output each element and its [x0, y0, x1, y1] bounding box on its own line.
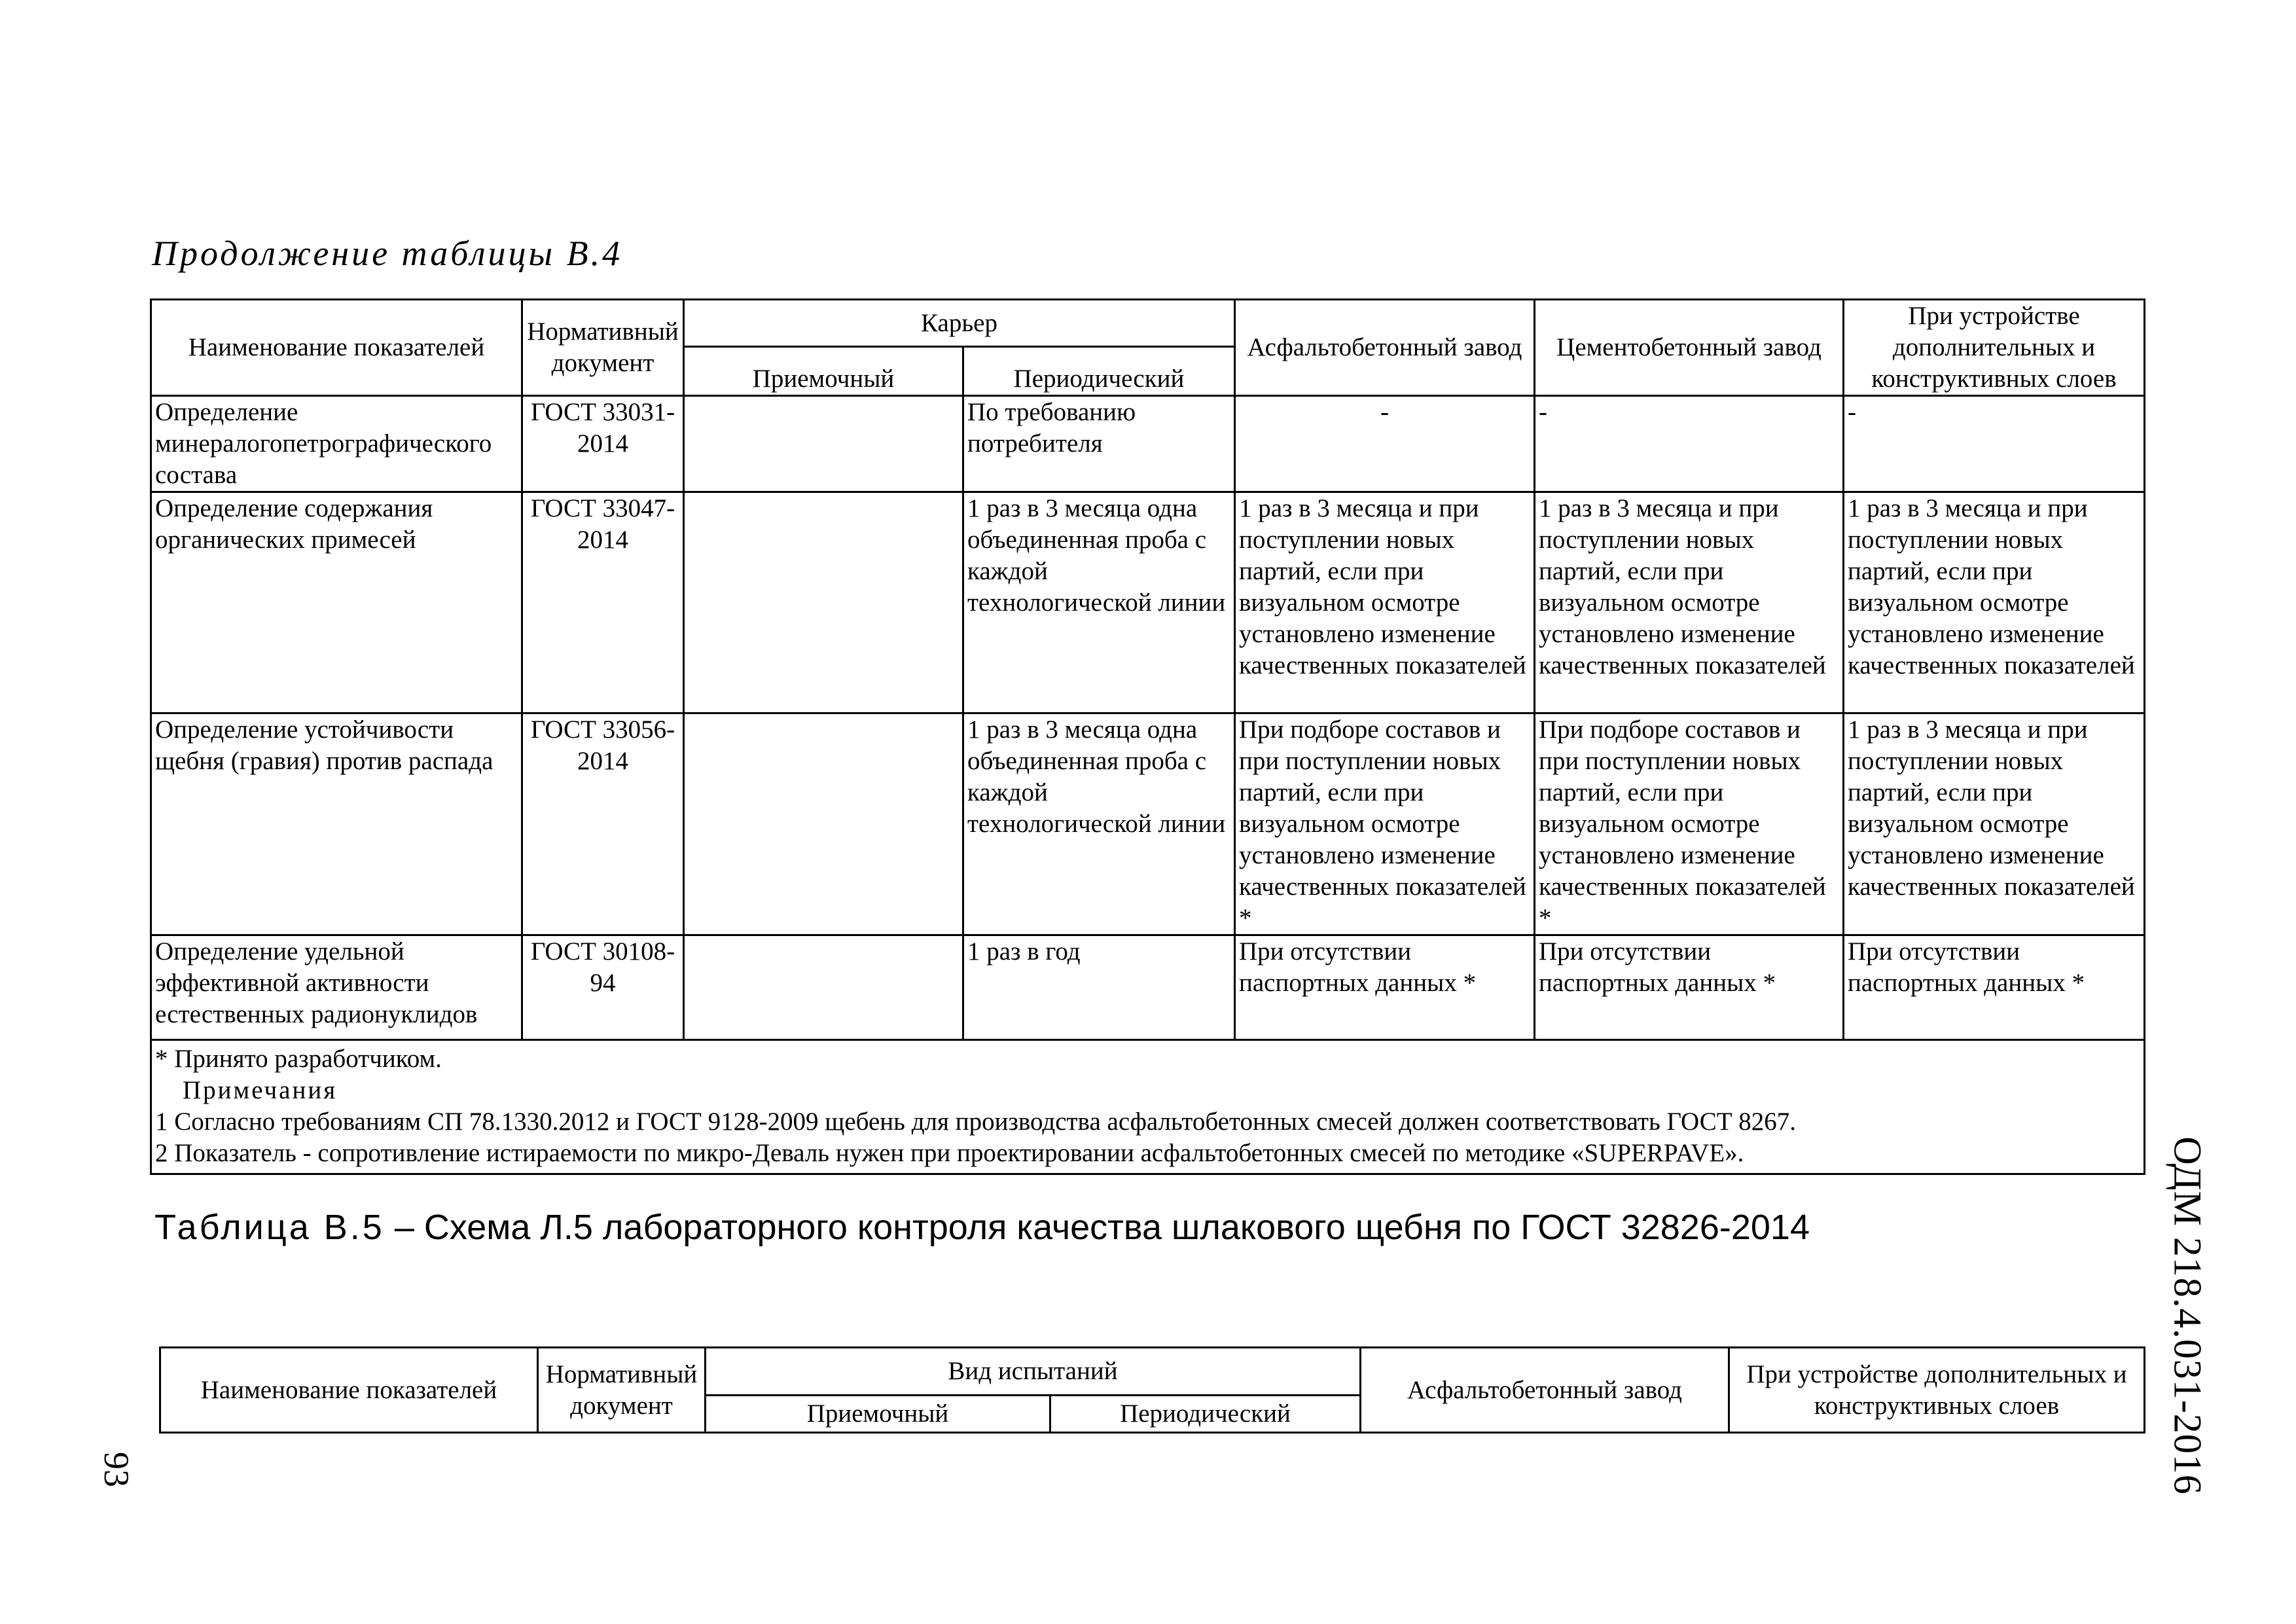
- table-continuation-caption: Продолжение таблицы В.4: [152, 234, 623, 273]
- cell-layers: 1 раз в 3 месяца и при поступлении новых партий, если при визуальном осмотре установлено изменение качественных показателей: [1844, 492, 2145, 713]
- header-asphalt-plant: Асфальтобетонный завод: [1235, 300, 1535, 396]
- notes-cell: [151, 1040, 2145, 1174]
- header-indicator: Наименование показателей: [151, 300, 522, 396]
- header-layers: При устройстве дополнительных и конструктивных слоев: [1729, 1348, 2145, 1433]
- cell-cement: При подборе составов и при поступлении новых партий, если при визуальном осмотре установлено изменение качественных показателей *: [1535, 713, 1844, 935]
- header-row: [160, 1348, 2145, 1396]
- header-acceptance: Приемочный: [706, 1396, 1050, 1433]
- header-norm-doc: Нормативный документ: [538, 1348, 706, 1433]
- cell-asphalt: 1 раз в 3 месяца и при поступлении новых партий, если при визуальном осмотре установлено изменение качественных показателей: [1235, 492, 1535, 713]
- table-b5: [159, 1346, 2145, 1434]
- cell-periodic: 1 раз в 3 месяца одна объединенная проба с каждой технологической линии: [963, 713, 1235, 935]
- cell-indicator: Определение удельной эффективной активности естественных радионуклидов: [151, 935, 522, 1040]
- cell-cement: При отсутствии паспортных данных *: [1535, 935, 1844, 1040]
- table-b4: [150, 298, 2145, 1175]
- cell-layers: -: [1844, 396, 2145, 492]
- cell-asphalt: При подборе составов и при поступлении новых партий, если при визуальном осмотре установлено изменение качественных показателей *: [1235, 713, 1535, 935]
- cell-cement: 1 раз в 3 месяца и при поступлении новых партий, если при визуальном осмотре установлено изменение качественных показателей: [1535, 492, 1844, 713]
- cell-periodic: 1 раз в 3 месяца одна объединенная проба с каждой технологической линии: [963, 492, 1235, 713]
- cell-doc: ГОСТ 33031-2014: [522, 396, 684, 492]
- cell-acceptance: [684, 492, 963, 713]
- footnote: * Принято разработчиком.: [155, 1045, 442, 1073]
- header-acceptance: Приемочный: [684, 347, 963, 396]
- header-test-type: Вид испытаний: [706, 1348, 1361, 1396]
- table-row: [151, 935, 2145, 1040]
- cell-asphalt: При отсутствии паспортных данных *: [1235, 935, 1535, 1040]
- cell-indicator: Определение устойчивости щебня (гравия) против распада: [151, 713, 522, 935]
- cell-layers: 1 раз в 3 месяца и при поступлении новых партий, если при визуальном осмотре установлено изменение качественных показателей: [1844, 713, 2145, 935]
- table-b5-caption-text: – Схема Л.5 лабораторного контроля качества шлакового щебня по ГОСТ 32826-2014: [394, 1208, 1810, 1247]
- header-cement-plant: Цементобетонный завод: [1535, 300, 1844, 396]
- cell-doc: ГОСТ 33056-2014: [522, 713, 684, 935]
- cell-doc: ГОСТ 33047-2014: [522, 492, 684, 713]
- cell-periodic: 1 раз в год: [963, 935, 1235, 1040]
- cell-acceptance: [684, 396, 963, 492]
- header-indicator: Наименование показателей: [160, 1348, 538, 1433]
- notes-row: [151, 1040, 2145, 1174]
- table-row: [151, 492, 2145, 713]
- header-layers: При устройстве дополнительных и конструктивных слоев: [1844, 300, 2145, 396]
- header-quarry: Карьер: [684, 300, 1235, 347]
- table-b5-caption: [154, 1204, 1810, 1250]
- header-row: [151, 300, 2145, 347]
- table-row: [151, 396, 2145, 492]
- header-asphalt-plant: Асфальтобетонный завод: [1361, 1348, 1729, 1433]
- cell-layers: При отсутствии паспортных данных *: [1844, 935, 2145, 1040]
- notes-title: Примечания: [183, 1076, 338, 1104]
- page-number: 93: [97, 1452, 136, 1487]
- document-id: ОДМ 218.4.031-2016: [2166, 1136, 2210, 1495]
- header-norm-doc: Нормативный документ: [522, 300, 684, 396]
- table-row: [151, 713, 2145, 935]
- cell-indicator: Определение минералогопетрографического состава: [151, 396, 522, 492]
- note-2: 2 Показатель - сопротивление истираемости по микро-Деваль нужен при проектировании асфальтобетонных смесей по методике «SUPERPAVE».: [155, 1139, 1744, 1167]
- note-1: 1 Согласно требованиям СП 78.1330.2012 и ГОСТ 9128-2009 щебень для производства асфальтобетонных смесей должен соответствовать ГОСТ 8267.: [155, 1108, 1797, 1136]
- cell-asphalt: -: [1235, 396, 1535, 492]
- cell-doc: ГОСТ 30108-94: [522, 935, 684, 1040]
- header-periodic: Периодический: [1050, 1396, 1361, 1433]
- cell-indicator: Определение содержания органических примесей: [151, 492, 522, 713]
- cell-acceptance: [684, 713, 963, 935]
- cell-acceptance: [684, 935, 963, 1040]
- table-b5-caption-label: Таблица В.5: [154, 1208, 385, 1247]
- cell-cement: -: [1535, 396, 1844, 492]
- cell-periodic: По требованию потребителя: [963, 396, 1235, 492]
- header-periodic: Периодический: [963, 347, 1235, 396]
